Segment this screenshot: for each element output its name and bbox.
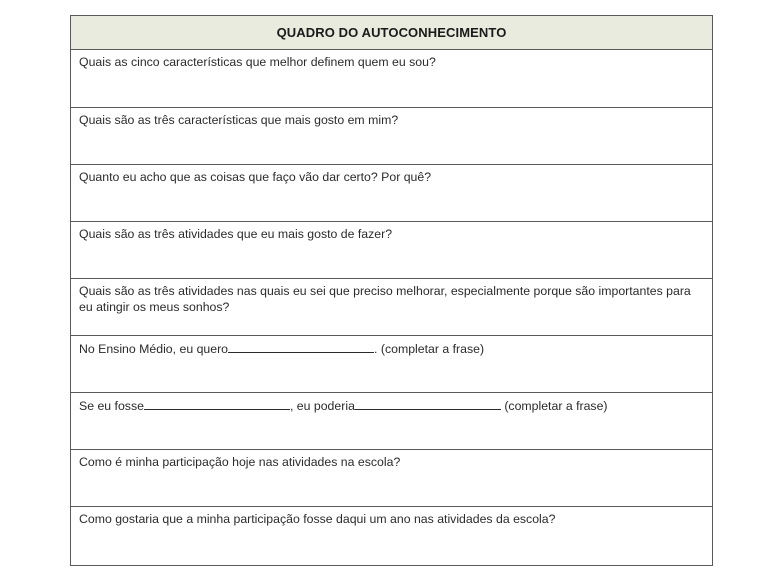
self-knowledge-table	[70, 15, 713, 566]
question-row[interactable]	[71, 336, 712, 393]
question-row[interactable]	[71, 50, 712, 108]
sentence-middle: , eu poderia	[289, 399, 355, 413]
sentence-suffix: (completar a frase)	[500, 399, 608, 413]
question-row[interactable]	[71, 507, 712, 565]
question-text: Quais são as três atividades que eu mais gosto de fazer?	[79, 227, 393, 241]
question-text: Como é minha participação hoje nas atividades na escola?	[79, 455, 401, 469]
fill-in-blank[interactable]	[228, 341, 374, 353]
question-row[interactable]	[71, 393, 712, 450]
question-row[interactable]	[71, 108, 712, 165]
question-row[interactable]	[71, 165, 712, 222]
table-title: QUADRO DO AUTOCONHECIMENTO	[71, 16, 712, 50]
question-text: Quais são as três características que mais gosto em mim?	[79, 113, 399, 127]
fill-in-blank[interactable]	[355, 398, 501, 410]
sentence-suffix: . (completar a frase)	[374, 342, 485, 356]
question-row[interactable]	[71, 450, 712, 507]
question-text: Quais são as três atividades nas quais eu sei que preciso melhorar, especialmente porque são importantes para eu atingir os meus sonhos?	[79, 284, 691, 314]
question-text: Como gostaria que a minha participação fosse daqui um ano nas atividades da escola?	[79, 512, 556, 526]
fill-in-blank[interactable]	[144, 398, 290, 410]
question-text: Quais as cinco características que melhor definem quem eu sou?	[79, 55, 436, 69]
question-row[interactable]	[71, 279, 712, 336]
question-row[interactable]	[71, 222, 712, 279]
sentence-prefix: No Ensino Médio, eu quero	[79, 342, 229, 356]
question-text: Quanto eu acho que as coisas que faço vão dar certo? Por quê?	[79, 170, 432, 184]
sentence-prefix: Se eu fosse	[79, 399, 144, 413]
